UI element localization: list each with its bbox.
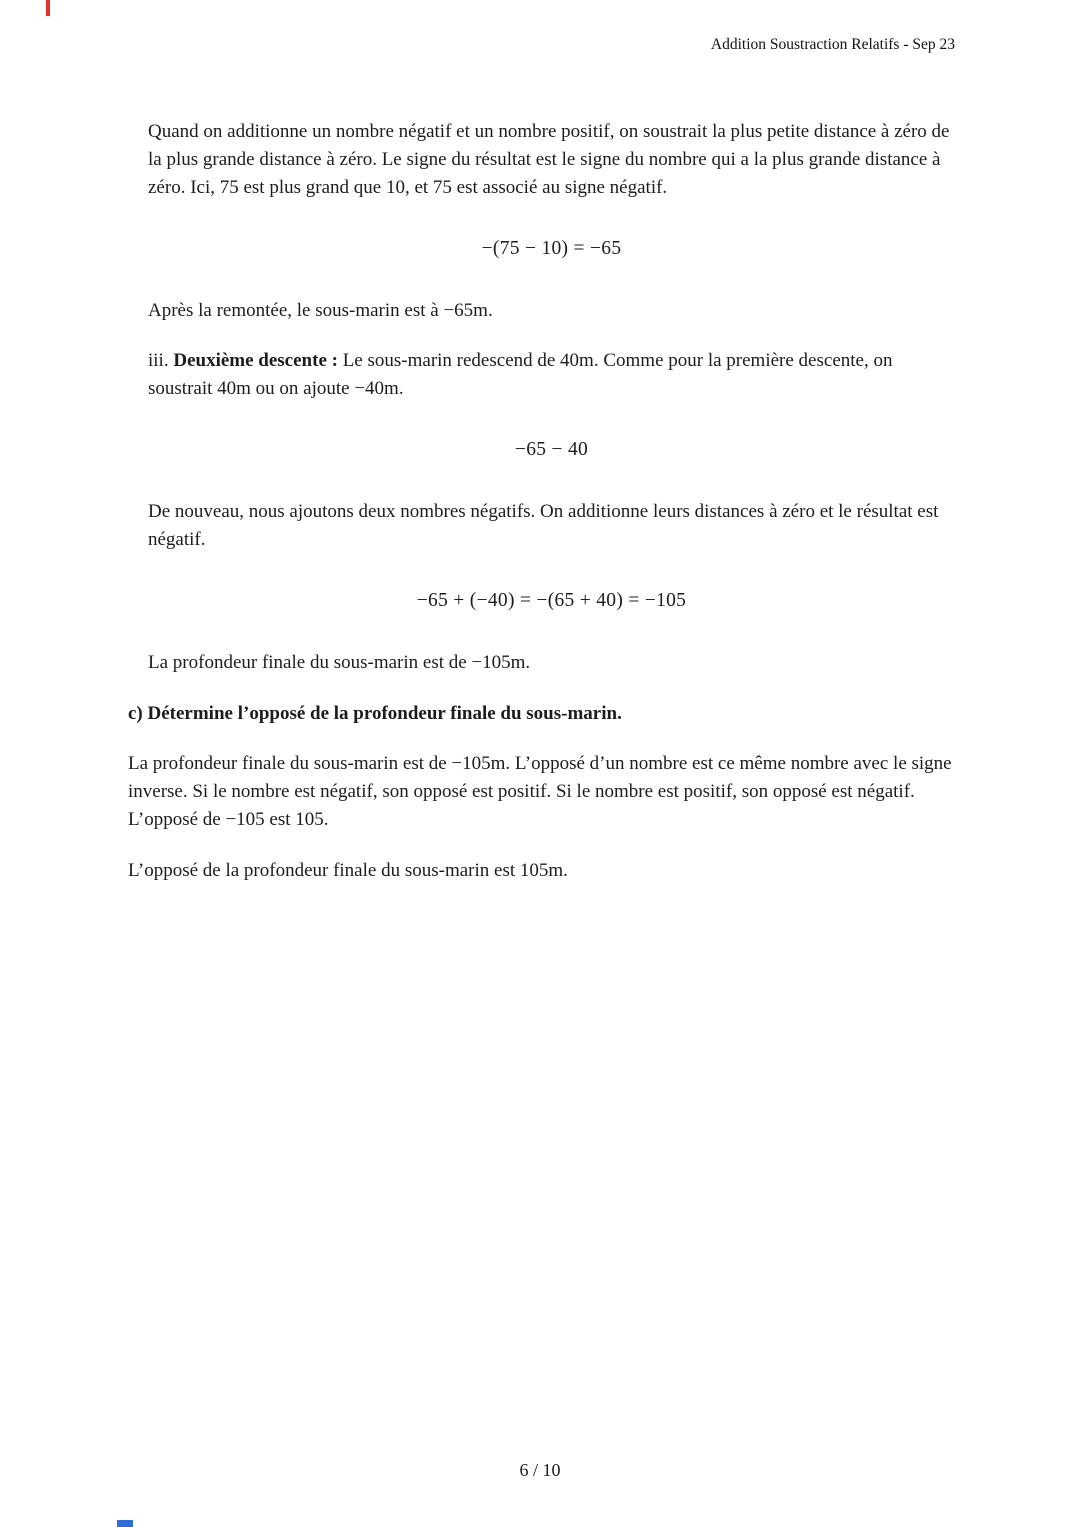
paragraph-explanation-1: Quand on additionne un nombre négatif et un nombre positif, on soustrait la plus petite distance à zéro de la plus grande distance à zéro. Le signe du résultat est le signe du nombre qui a la plus grande distance à zéro. Ici, 75 est plus grand que 10, et 75 est associé au signe négatif. [148, 121, 950, 198]
math-formula-2: −65 − 40 [514, 439, 589, 461]
step-iii-numeral: iii. [148, 350, 174, 372]
question-c-heading: c) Détermine l’opposé de la profondeur finale du sous-marin. [128, 702, 622, 724]
math-formula-3: −65 + (−40) = −(65 + 40) = −105 [416, 590, 687, 612]
paragraph-result-1: Après la remontée, le sous-marin est à −65m. [148, 299, 493, 321]
page-footer [0, 1457, 1080, 1483]
paragraph-step-iii [148, 347, 955, 403]
paragraph-result-2: La profondeur finale du sous-marin est de −105m. [148, 651, 531, 673]
step-iii-text: Le sous-marin redescend de 40m. Comme pour la première descente, on soustrait 40m ou on ajoute −40m. [148, 350, 893, 400]
blue-edge-mark [117, 1520, 133, 1527]
red-edge-mark [46, 0, 50, 16]
step-iii-title: Deuxième descente : [173, 350, 338, 372]
answer-block-b [148, 118, 955, 677]
question-c-block [128, 700, 955, 885]
document-body [128, 118, 955, 908]
header-title: Addition Soustraction Relatifs - Sep 23 [710, 36, 955, 53]
math-formula-1: −(75 − 10) = −65 [481, 237, 622, 259]
paragraph-opposite-explanation: La profondeur finale du sous-marin est de −105m. L’opposé d’un nombre est ce même nombre avec le signe inverse. Si le nombre est négatif, son opposé est positif. Si le nombre est positif, son opposé est négatif. L’opposé de −105 est 105. [128, 753, 952, 831]
paragraph-explanation-2: De nouveau, nous ajoutons deux nombres négatifs. On additionne leurs distances à zéro et le résultat est négatif. [148, 501, 939, 551]
page-number: 6 / 10 [519, 1459, 561, 1480]
page-header [711, 34, 955, 57]
paragraph-final-answer: L’opposé de la profondeur finale du sous-marin est 105m. [128, 859, 568, 881]
